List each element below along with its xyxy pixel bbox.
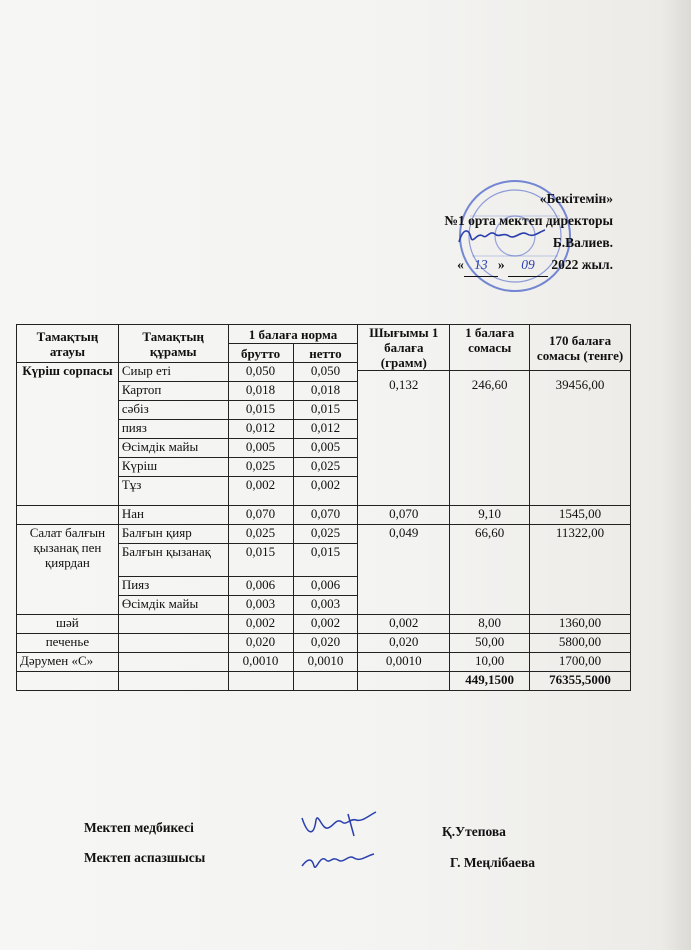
header-composition: Тамақтың құрамы bbox=[118, 325, 228, 363]
header-name: Тамақтың атауы bbox=[17, 325, 119, 363]
empty-cell bbox=[118, 653, 228, 672]
netto-value: 0,025 bbox=[293, 525, 358, 544]
sum-170-value: 39456,00 bbox=[530, 371, 631, 506]
netto-value: 0,020 bbox=[293, 634, 358, 653]
netto-value: 0,070 bbox=[293, 506, 358, 525]
yield-value: 0,132 bbox=[358, 371, 450, 506]
ingredient-name: Балғын қияр bbox=[118, 525, 228, 544]
sum-one-value: 50,00 bbox=[450, 634, 530, 653]
ingredient-name: Өсімдік майы bbox=[118, 439, 228, 458]
brutto-value: 0,025 bbox=[228, 458, 293, 477]
dish-name: печенье bbox=[17, 634, 119, 653]
sum-one-value: 9,10 bbox=[450, 506, 530, 525]
empty-cell bbox=[293, 672, 358, 691]
ingredient-name: Балғын қызанақ bbox=[118, 544, 228, 577]
cook-label: Мектеп аспазшысы bbox=[84, 850, 206, 865]
netto-value: 0,015 bbox=[293, 544, 358, 577]
brutto-value: 0,015 bbox=[228, 401, 293, 420]
sum-170-value: 5800,00 bbox=[530, 634, 631, 653]
yield-value: 0,002 bbox=[358, 615, 450, 634]
dish-name: Дәрумен «С» bbox=[17, 653, 119, 672]
approval-title: «Бекітемін» bbox=[539, 191, 613, 206]
approval-date: « 13 » 09 2022 жыл. bbox=[444, 254, 613, 277]
netto-value: 0,0010 bbox=[293, 653, 358, 672]
empty-cell bbox=[118, 615, 228, 634]
table-row bbox=[17, 506, 631, 525]
netto-value: 0,003 bbox=[293, 596, 358, 615]
yield-value: 0,049 bbox=[358, 525, 450, 615]
table-row bbox=[17, 615, 631, 634]
table-row bbox=[17, 634, 631, 653]
ingredient-name: Картоп bbox=[118, 382, 228, 401]
sum-one-value: 8,00 bbox=[450, 615, 530, 634]
brutto-value: 0,006 bbox=[228, 577, 293, 596]
brutto-value: 0,020 bbox=[228, 634, 293, 653]
ingredient-name: Күріш bbox=[118, 458, 228, 477]
header-brutto: брутто bbox=[228, 344, 293, 363]
director-title: №1 орта мектеп директоры bbox=[444, 213, 613, 228]
netto-value: 0,050 bbox=[293, 363, 358, 382]
yield-value: 0,070 bbox=[358, 506, 450, 525]
total-sum-170: 76355,5000 bbox=[530, 672, 631, 691]
date-month: 09 bbox=[508, 254, 548, 277]
brutto-value: 0,018 bbox=[228, 382, 293, 401]
cook-signature bbox=[300, 846, 376, 872]
brutto-value: 0,050 bbox=[228, 363, 293, 382]
netto-value: 0,005 bbox=[293, 439, 358, 458]
ingredient-name: Пияз bbox=[118, 577, 228, 596]
dish-name: Күріш сорпасы bbox=[17, 363, 119, 506]
header-yield: Шығымы 1 балаға (грамм) bbox=[358, 325, 450, 371]
brutto-value: 0,002 bbox=[228, 477, 293, 506]
netto-value: 0,012 bbox=[293, 420, 358, 439]
director-name: Б.Валиев. bbox=[552, 235, 613, 250]
sum-170-value: 1360,00 bbox=[530, 615, 631, 634]
nurse-name: Қ.Утепова bbox=[442, 824, 506, 839]
brutto-value: 0,0010 bbox=[228, 653, 293, 672]
ingredient-name: Тұз bbox=[118, 477, 228, 506]
sum-one-value: 66,60 bbox=[450, 525, 530, 615]
netto-value: 0,018 bbox=[293, 382, 358, 401]
sum-170-value: 1700,00 bbox=[530, 653, 631, 672]
total-row bbox=[17, 672, 631, 691]
netto-value: 0,002 bbox=[293, 477, 358, 506]
netto-value: 0,025 bbox=[293, 458, 358, 477]
nurse-label: Мектеп медбикесі bbox=[84, 820, 194, 835]
brutto-value: 0,003 bbox=[228, 596, 293, 615]
brutto-value: 0,025 bbox=[228, 525, 293, 544]
empty-cell bbox=[228, 672, 293, 691]
sum-one-value: 246,60 bbox=[450, 371, 530, 506]
empty-cell bbox=[358, 672, 450, 691]
brutto-value: 0,015 bbox=[228, 544, 293, 577]
date-day: 13 bbox=[464, 254, 498, 277]
director-signature bbox=[455, 224, 547, 248]
header-sum-one: 1 балаға сомасы bbox=[450, 325, 530, 371]
page-edge-shadow bbox=[661, 0, 691, 950]
netto-value: 0,002 bbox=[293, 615, 358, 634]
header-sum-170: 170 балаға сомасы (тенге) bbox=[530, 325, 631, 371]
sum-170-value: 11322,00 bbox=[530, 525, 631, 615]
header-netto: нетто bbox=[293, 344, 358, 363]
empty-cell bbox=[17, 506, 119, 525]
table-row bbox=[17, 653, 631, 672]
empty-cell bbox=[118, 672, 228, 691]
brutto-value: 0,002 bbox=[228, 615, 293, 634]
nurse-signature bbox=[298, 810, 378, 840]
netto-value: 0,006 bbox=[293, 577, 358, 596]
brutto-value: 0,012 bbox=[228, 420, 293, 439]
ingredient-name: Өсімдік майы bbox=[118, 596, 228, 615]
sum-one-value: 10,00 bbox=[450, 653, 530, 672]
sum-170-value: 1545,00 bbox=[530, 506, 631, 525]
ingredient-name: сәбіз bbox=[118, 401, 228, 420]
header-norm: 1 балаға норма bbox=[228, 325, 358, 344]
dish-name: Салат балғын қызанақ пен қиярдан bbox=[17, 525, 119, 615]
netto-value: 0,015 bbox=[293, 401, 358, 420]
cook-name: Г. Меңлібаева bbox=[450, 855, 536, 870]
brutto-value: 0,070 bbox=[228, 506, 293, 525]
ingredient-name: Сиыр еті bbox=[118, 363, 228, 382]
ingredient-name: пияз bbox=[118, 420, 228, 439]
yield-value: 0,0010 bbox=[358, 653, 450, 672]
total-sum-one: 449,1500 bbox=[450, 672, 530, 691]
table-row bbox=[17, 525, 631, 544]
brutto-value: 0,005 bbox=[228, 439, 293, 458]
empty-cell bbox=[17, 672, 119, 691]
menu-table bbox=[16, 324, 631, 691]
ingredient-name: Нан bbox=[118, 506, 228, 525]
yield-value: 0,020 bbox=[358, 634, 450, 653]
empty-cell bbox=[118, 634, 228, 653]
dish-name: шәй bbox=[17, 615, 119, 634]
